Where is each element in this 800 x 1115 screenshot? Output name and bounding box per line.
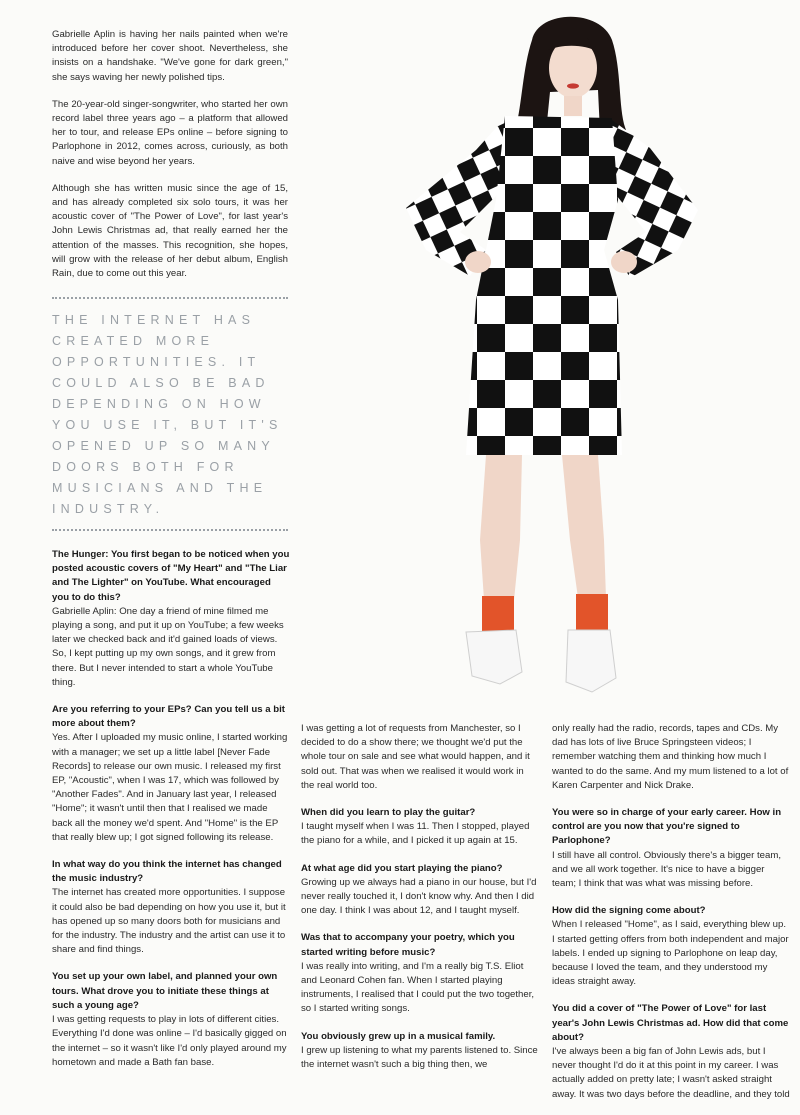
qa-block (552, 806, 790, 891)
answer: I grew up listening to what my parents listened to. Since the internet wasn't such a big thing then, we (301, 1044, 538, 1071)
answer: Gabrielle Aplin: One day a friend of mine filmed me playing a song, and put it up on YouTube; a few weeks later we checked back and it'd gained loads of views. So, I kept putting up my own songs, and it grew from there. But I never intended to start a whole YouTube thing. (52, 605, 284, 688)
qa-block (52, 970, 290, 1069)
question: You set up your own label, and planned your own tours. What drove you to initiate these things at such a young age? (52, 971, 278, 1011)
dotted-rule-bottom (52, 529, 288, 531)
qa-block (301, 862, 539, 919)
answer: only really had the radio, records, tapes and CDs. My dad has lots of live Bruce Springsteen videos; I remember watching them and thinking how much I wanted to do the same. And my mum listened to a lot of Karen Carpenter and Nick Drake. (552, 723, 789, 791)
question: At what age did you start playing the piano? (301, 862, 503, 874)
qa-block (52, 703, 290, 845)
qa-block (301, 806, 539, 849)
question: Was that to accompany your poetry, which you started writing before music? (301, 932, 515, 958)
qa-block (552, 722, 790, 793)
qa-block (301, 931, 539, 1016)
interview-column-2 (301, 722, 539, 1085)
answer: The internet has created more opportunities. I suppose it could also be bad depending on how you use it, but it has opened up so many doors both for musicians and for the industry. The industry and the artist can use it to share and find things. (52, 887, 286, 956)
answer: I taught myself when I was 11. Then I stopped, played the piano for a while, and I picked it up again at 15. (301, 821, 530, 847)
intro-text (52, 28, 288, 294)
question: When did you learn to play the guitar? (301, 807, 476, 819)
intro-paragraph: Although she has written music since the age of 15, and has already completed six solo tours, it was her acoustic cover of "The Power of Love", for last year's John Lewis Christmas ad, that really earned her the attention of the masses. This recognition, she hopes, will grow with the release of her debut album, English Rain, due to come out this year. (52, 182, 288, 280)
answer: I was getting requests to play in lots of different cities. Everything I'd done was online – I'd basically gigged on the internet – so it wasn't like I'd only played around my hometown and made a Bath fan base. (52, 1014, 287, 1068)
question: The Hunger: You first began to be noticed when you posted acoustic covers of "My Heart" and "The Liar and The Lighter" on YouTube. What encouraged you to do this? (52, 549, 290, 603)
question: Are you referring to your EPs? Can you tell us a bit more about them? (52, 704, 285, 730)
cover-photo (300, 0, 800, 715)
answer: I still have all control. Obviously there's a bigger team, and we all work together. It's nice to have a bigger team; I think that was what was missing before. (552, 849, 781, 890)
interview-column-3 (552, 722, 790, 1115)
question: How did the signing come about? (552, 905, 706, 917)
dotted-rule-top (52, 297, 288, 299)
answer: When I released "Home", as I said, everything blew up. I started getting offers from both independent and major labels. I ended up signing to Parlophone on leap day, because I loved the team, and they understood my ideas straight away. (552, 919, 789, 988)
pull-quote: THE INTERNET HAS CREATED MORE OPPORTUNITIES. IT COULD ALSO BE BAD DEPENDING ON HOW YOU USE IT, BUT IT'S OPENED UP SO MANY DOORS BOTH FOR MUSICIANS AND THE INDUSTRY. (52, 313, 283, 516)
qa-block (52, 548, 290, 690)
qa-block (52, 858, 290, 957)
intro-paragraph: The 20-year-old singer-songwriter, who started her own record label three years ago – a platform that allowed her to tour, and release EPs online – before signing to Parlophone in 2012, comes across, curiously, as both naive and wise beyond her years. (52, 98, 288, 167)
qa-block (552, 904, 790, 989)
interview-column-1 (52, 548, 290, 1083)
answer: I was getting a lot of requests from Manchester, so I decided to do a show there; we thought we'd put the whole tour on sale and see what would happen, and it sold out. That was when we realised it would work in the real world too. (301, 723, 530, 791)
answer: Growing up we always had a piano in our house, but I'd never really touched it, I don't know why. And then I did one day. I think I was about 12, and I taught myself. (301, 876, 537, 917)
answer: I was really into writing, and I'm a really big T.S. Eliot and Leonard Cohen fan. When I started playing instruments, I realised that I could put the two together, so I started writing songs. (301, 960, 535, 1015)
intro-paragraph: Gabrielle Aplin is having her nails painted when we're introduced before her cover shoot. Nevertheless, she insists on a handshake. "We've gone for dark green," she says waving her newly polished tips. (52, 29, 288, 83)
question: In what way do you think the internet has changed the music industry? (52, 859, 282, 885)
qa-block (301, 722, 539, 793)
answer: Yes. After I uploaded my music online, I started working with a manager; we set up a little label [Never Fade Records] to release our own music. I released my first EP, "Acoustic", when I was 17, which was followed by "Another Fades". And in January last year, I released "Home"; it wasn't until then that I realised we made back all the money we'd spent. And "Home" is the EP that really blew up; I got signed following its release. (52, 732, 288, 843)
question: You obviously grew up in a musical family. (301, 1030, 496, 1042)
answer: I've always been a big fan of John Lewis ads, but I never thought I'd do it at this point in my career. I was actually added on pretty late; I wasn't asked straight away. It was two days before the deadline, and they told (552, 1046, 790, 1100)
question: You did a cover of "The Power of Love" for last year's John Lewis Christmas ad. How did that come about? (552, 1003, 789, 1043)
qa-block (301, 1030, 539, 1073)
qa-block (552, 1002, 790, 1101)
question: You were so in charge of your early career. How in control are you now that you're signed to Parlophone? (552, 807, 782, 847)
